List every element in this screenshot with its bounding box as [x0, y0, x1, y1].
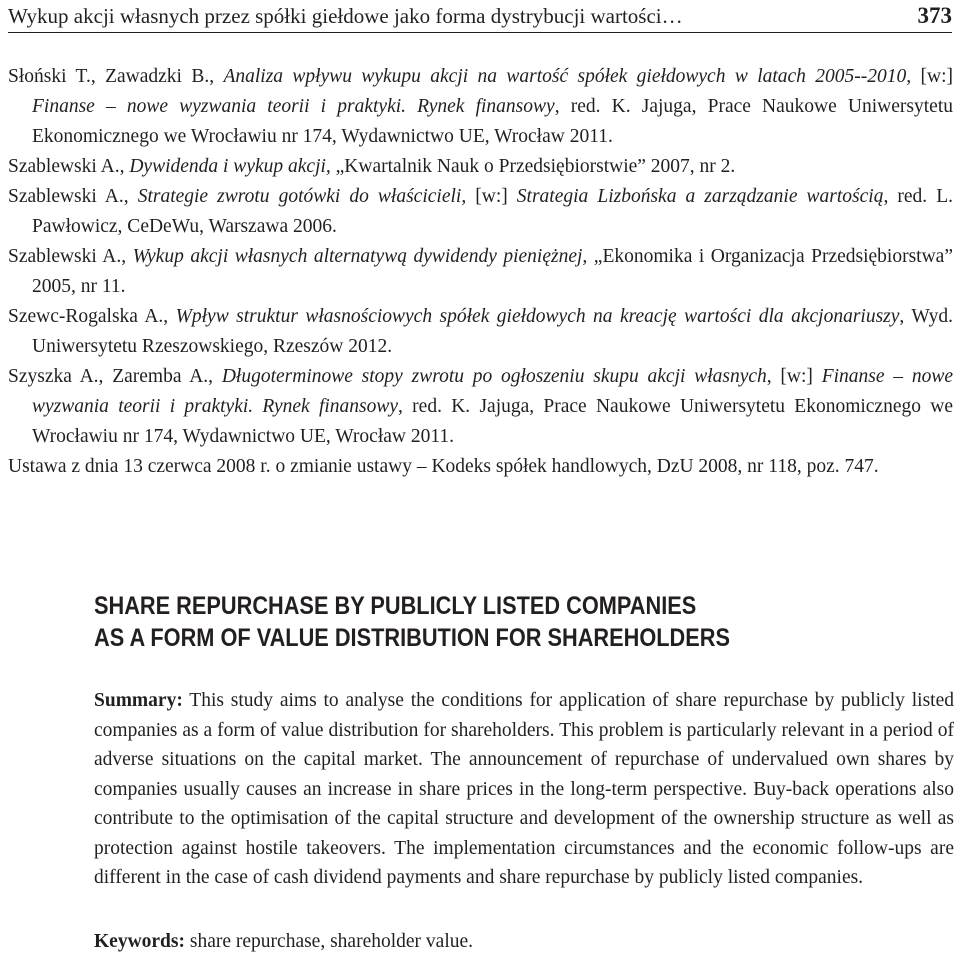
summary-label: Summary:: [94, 690, 183, 711]
summary-paragraph: [94, 686, 954, 893]
running-header: [8, 2, 952, 33]
english-title-line-1: SHARE REPURCHASE BY PUBLICLY LISTED COMPANIES: [94, 592, 697, 620]
bibliography: [8, 62, 953, 482]
reference-item: Szablewski A., Strategie zwrotu gotówki do właścicieli, [w:] Strategia Lizbońska a zarządzanie wartością, red. L. Pawłowicz, CeDeWu, Warszawa 2006.: [8, 186, 953, 237]
reference-item: Szyszka A., Zaremba A., Długoterminowe stopy zwrotu po ogłoszeniu skupu akcji własnych, [w:] Finanse – nowe wyzwania teorii i praktyki. Rynek finansowy, red. K. Jajuga, Prace Naukowe Uniwersytetu Ekonomicznego we Wrocławiu nr 174, Wydawnictwo UE, Wrocław 2011.: [8, 366, 953, 447]
english-title: [94, 590, 842, 654]
page-number: 373: [917, 3, 952, 28]
running-title: Wykup akcji własnych przez spółki giełdowe jako forma dystrybucji wartości…: [8, 4, 683, 28]
keywords-text: share repurchase, shareholder value.: [185, 931, 474, 952]
english-title-line-2: AS A FORM OF VALUE DISTRIBUTION FOR SHAREHOLDERS: [94, 624, 730, 652]
reference-item: Szewc-Rogalska A., Wpływ struktur własnościowych spółek giełdowych na kreację wartości dla akcjonariuszy, Wyd. Uniwersytetu Rzeszowskiego, Rzeszów 2012.: [8, 306, 954, 357]
summary-text: This study aims to analyse the conditions for application of share repurchase by publicly listed companies as a form of value distribution for shareholders. This problem is particularly relevant in a period of adverse situations on the capital market. The announcement of repurchase of undervalued own shares by companies usually causes an increase in share prices in the long-term perspective. Buy-back operations also contribute to the optimisation of the capital structure and development of the ownership structure as well as protection against hostile takeovers. The implementation circumstances and the economic follow-ups are different in the case of cash dividend payments and share repurchase by publicly listed companies.: [94, 690, 954, 888]
keywords-line: [94, 928, 954, 956]
keywords-label: Keywords:: [94, 931, 185, 952]
reference-item: Szablewski A., Wykup akcji własnych alternatywą dywidendy pieniężnej, „Ekonomika i Organizacja Przedsiębiorstwa” 2005, nr 11.: [8, 246, 953, 297]
reference-item: Szablewski A., Dywidenda i wykup akcji, „Kwartalnik Nauk o Przedsiębiorstwie” 2007, nr 2.: [8, 156, 736, 177]
reference-item: Słoński T., Zawadzki B., Analiza wpływu wykupu akcji na wartość spółek giełdowych w latach 2005--2010, [w:] Finanse – nowe wyzwania teorii i praktyki. Rynek finansowy, red. K. Jajuga, Prace Naukowe Uniwersytetu Ekonomicznego we Wrocławiu nr 174, Wydawnictwo UE, Wrocław 2011.: [8, 66, 954, 147]
reference-item: Ustawa z dnia 13 czerwca 2008 r. o zmianie ustawy – Kodeks spółek handlowych, DzU 2008, nr 118, poz. 747.: [8, 456, 879, 477]
